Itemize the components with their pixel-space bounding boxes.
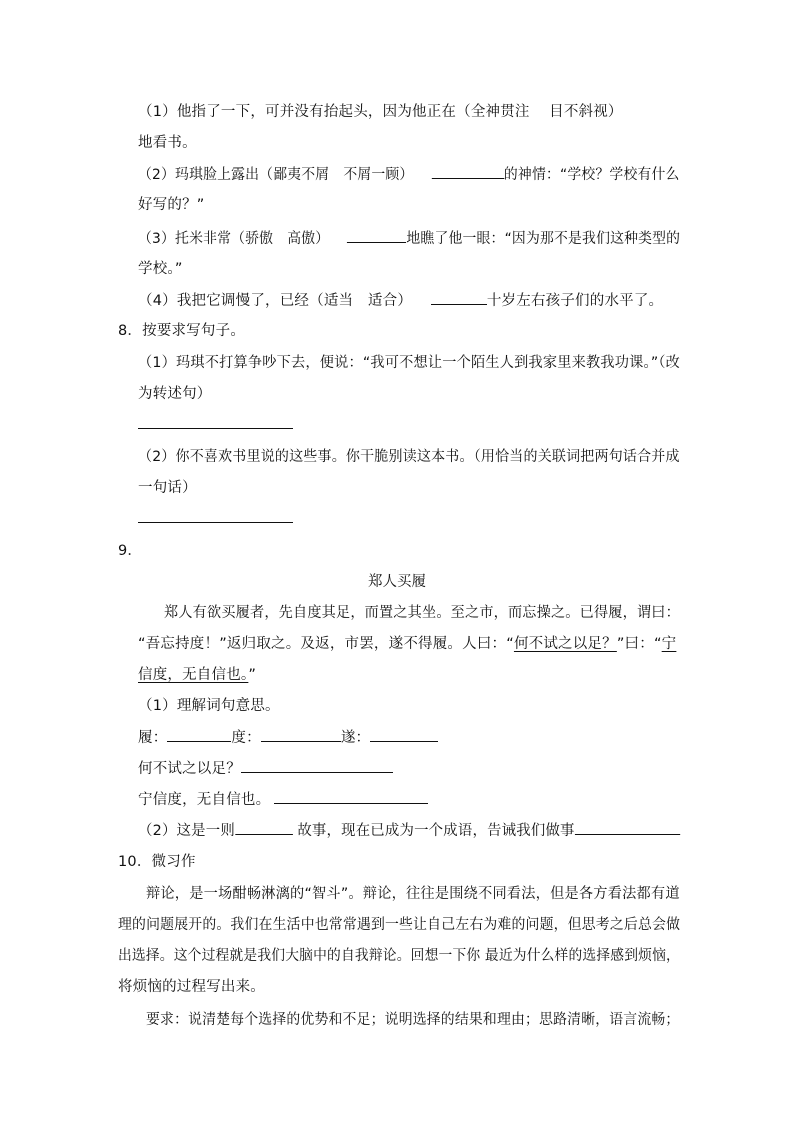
- q9-sub-1: [138, 696, 280, 716]
- q10-title-text: 10．微习作: [118, 854, 196, 870]
- answer-blank[interactable]: [431, 164, 504, 179]
- q9-number: [118, 541, 142, 561]
- word-label: 度：: [231, 730, 261, 746]
- q7-s4-text-after: 十岁左右孩子们的水平了。: [486, 293, 664, 309]
- q9-p2-text-after: ”曰：“: [616, 636, 662, 652]
- answer-blank[interactable]: [431, 290, 487, 305]
- q9-passage-line-1: [164, 603, 680, 623]
- q7-sentence-3: [138, 228, 680, 249]
- q7-s2-text: （2）玛琪脸上露出（鄙夷不屑 不屑一顾）: [138, 167, 414, 183]
- q8-answer-line-1: [138, 414, 293, 435]
- answer-blank[interactable]: [167, 727, 231, 742]
- q8-answer-line-2: [138, 508, 293, 529]
- q8-title-text: 8．按要求写句子。: [118, 323, 246, 339]
- q7-s1-text: （1）他指了一下，可并没有抬起头，因为他正在（全神贯注 目不斜视）: [138, 104, 623, 120]
- q10-paragraph-line-4: [118, 977, 265, 997]
- word-label: 遂：: [340, 730, 371, 746]
- underlined-sentence: 何不试之以足？: [513, 636, 617, 652]
- q8-s1-text-cont: 为转述句）: [138, 386, 212, 402]
- answer-blank[interactable]: [261, 727, 341, 742]
- q9-p1-text: 郑人有欲买履者，先自度其足，而置之其坐。至之市，而忘操之。已得履，谓曰：: [164, 605, 680, 621]
- answer-blank[interactable]: [235, 820, 293, 835]
- q7-s3-text-after: 地瞧了他一眼：“因为那不是我们这种类型的: [406, 231, 681, 247]
- q8-sentence-2-cont: [138, 478, 197, 498]
- q10-p4-text: 将烦恼的过程写出来。: [118, 979, 265, 995]
- q8-sentence-1-cont: [138, 384, 212, 404]
- q8-sentence-2: [138, 447, 680, 467]
- q8-sentence-1: [138, 353, 680, 373]
- underlined-sentence: 宁: [661, 636, 677, 652]
- q8-s2-text-cont: 一句话）: [138, 480, 197, 496]
- q9-sub2-text: （2）这是一则: [138, 823, 235, 839]
- q9-passage-line-3: [138, 665, 256, 685]
- q10-paragraph-line-3: [118, 946, 680, 966]
- q9-sub2-text-after: 故事，现在已成为一个成语，告诫我们做事: [297, 823, 575, 839]
- q8-s1-text: （1）玛琪不打算争吵下去，便说：“我可不想让一个陌生人到我家里来教我功课。”（改: [138, 355, 681, 371]
- underlined-sentence: 信度，无自信也。: [138, 667, 249, 683]
- q10-requirements: [146, 1010, 679, 1030]
- q10-req-text: 要求：说清楚每个选择的优势和不足；说明选择的结果和理由；思路清晰，语言流畅；: [146, 1012, 680, 1028]
- q10-p2-text: 理的问题展开的。我们在生活中也常常遇到一些让自己左右为难的问题，但思考之后总会做: [118, 917, 681, 933]
- q7-s2-text-after: 的神情：“学校？学校有什么: [503, 167, 680, 183]
- q9-sentence-blank-2: [138, 789, 428, 810]
- q10-title: [118, 852, 196, 872]
- q7-s4-text: （4）我把它调慢了，已经（适当 适合）: [138, 293, 413, 309]
- q7-s3-text-cont: 学校。”: [138, 261, 183, 277]
- q10-p1-text: 辩论，是一场酣畅淋漓的“智斗”。辩论，往往是围绕不同看法，但是各方看法都有道: [146, 886, 680, 902]
- q8-s2-text: （2）你不喜欢书里说的这些事。你干脆别读这本书。（用恰当的关联词把两句话合并成: [138, 449, 680, 465]
- q7-sentence-2-cont: [138, 195, 205, 215]
- answer-blank[interactable]: [370, 727, 438, 742]
- q10-paragraph-line-2: [118, 915, 680, 935]
- q9-passage-line-2: [138, 634, 676, 654]
- answer-blank[interactable]: [138, 508, 293, 523]
- q7-s1-text-cont: 地看书。: [138, 135, 197, 151]
- q10-paragraph-line-1: [146, 884, 680, 904]
- q10-p3-text: 出选择。这个过程就是我们大脑中的自我辩论。回想一下你 最近为什么样的选择感到烦恼，: [118, 948, 680, 964]
- answer-blank[interactable]: [138, 414, 293, 429]
- q7-sentence-2: [138, 164, 680, 185]
- q9-p2-text: “吾忘持度！”返归取之。及返，市罢，遂不得履。人曰：“: [138, 636, 514, 652]
- q7-s3-text: （3）托米非常（骄傲 高傲）: [138, 231, 330, 247]
- q9-p3-text-after: ”: [248, 667, 257, 683]
- q9-sub-2: [138, 820, 680, 841]
- q7-sentence-4: [138, 290, 663, 311]
- q7-sentence-1-cont: [138, 133, 197, 153]
- answer-blank[interactable]: [575, 820, 680, 835]
- q9-passage-title: [0, 572, 794, 592]
- q7-sentence-1: [138, 102, 623, 122]
- sentence-label: 何不试之以足？: [138, 761, 241, 777]
- q9-title-text: 郑人买履: [368, 574, 426, 590]
- q9-sentence-blank-1: [138, 758, 393, 779]
- answer-blank[interactable]: [347, 228, 406, 243]
- answer-blank[interactable]: [241, 758, 393, 773]
- q9-sub1-text: （1）理解词句意思。: [138, 698, 280, 714]
- q8-title: [118, 321, 245, 341]
- q7-s2-text-cont: 好写的？”: [138, 197, 205, 213]
- q7-sentence-3-cont: [138, 259, 183, 279]
- sentence-label: 宁信度，无自信也。: [138, 792, 271, 808]
- q9-word-blanks: [138, 727, 438, 748]
- answer-blank[interactable]: [274, 789, 428, 804]
- q9-number-text: 9．: [118, 543, 143, 559]
- word-label: 履：: [138, 730, 168, 746]
